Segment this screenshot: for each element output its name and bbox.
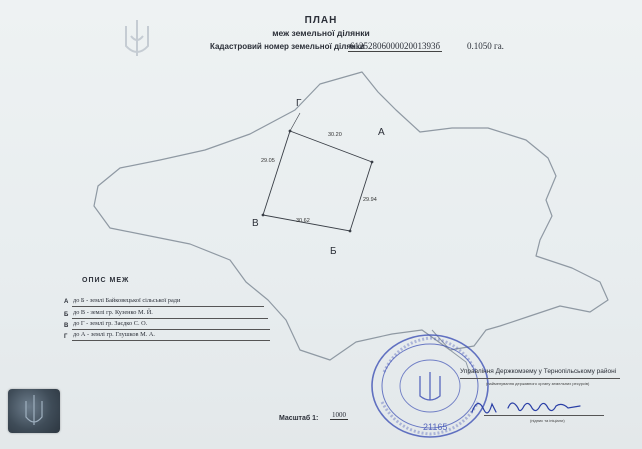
- corner-label-b: Б: [330, 246, 337, 257]
- plot-polygon: [263, 131, 372, 231]
- row-letter-v: В: [64, 323, 69, 329]
- scale-label: Масштаб 1:: [279, 415, 319, 422]
- side-length-v-g: 29.05: [261, 158, 275, 164]
- corner-label-v: В: [252, 218, 259, 229]
- row-underline-g: [72, 340, 270, 341]
- row-text-b: до В - землі гр. Кузенко М. Й.: [73, 309, 153, 316]
- authority-underline: [460, 378, 620, 379]
- row-underline-b: [72, 318, 268, 319]
- row-underline-a: [72, 306, 264, 307]
- corner-a-point: [371, 161, 374, 164]
- authority-caption: (найменування державного органу земельних ресурсів): [486, 381, 590, 386]
- plot-area-value: 0.1050 га.: [467, 41, 504, 51]
- official-seal-stamp: [368, 332, 492, 440]
- authority-name: Управління Держкомзему у Тернопільському районі: [460, 368, 617, 375]
- corner-g-leader: [290, 113, 300, 131]
- side-length-b-v: 30.62: [296, 218, 310, 224]
- seal-code: 21165: [423, 422, 448, 432]
- row-text-v: до Г - землі гр. Заєдко С. О.: [73, 320, 148, 327]
- corner-g-point: [289, 130, 292, 133]
- cadastral-number-value: 6125280600002001393б: [350, 41, 441, 51]
- signature-underline: [484, 415, 604, 416]
- document-title: ПЛАН: [304, 15, 338, 26]
- hologram-emblem-icon: [8, 389, 60, 433]
- corner-b-point: [349, 230, 352, 233]
- row-letter-b: Б: [64, 312, 69, 318]
- row-underline-v: [72, 329, 270, 330]
- document-subtitle: меж земельної ділянки: [272, 28, 370, 38]
- corner-label-g: Г: [296, 98, 302, 109]
- hologram-sticker: [8, 389, 60, 433]
- boundary-description-heading: ОПИС МЕЖ: [82, 277, 130, 284]
- row-letter-a: А: [64, 299, 69, 305]
- signature-caption: (підпис та ініціали): [530, 418, 565, 423]
- cadastral-number-label: Кадастровий номер земельної ділянки: [210, 42, 365, 51]
- row-text-a: до Б - землі Байковецької сільської ради: [73, 297, 181, 304]
- corner-v-point: [262, 214, 265, 217]
- row-letter-g: Г: [64, 334, 68, 340]
- corner-label-a: А: [378, 127, 385, 138]
- side-length-g-a: 30.20: [328, 132, 342, 138]
- scale-value: 1000: [332, 411, 346, 419]
- row-text-g: до А - землі гр. Глушков М. А.: [73, 331, 155, 338]
- side-length-a-b: 29.94: [363, 197, 377, 203]
